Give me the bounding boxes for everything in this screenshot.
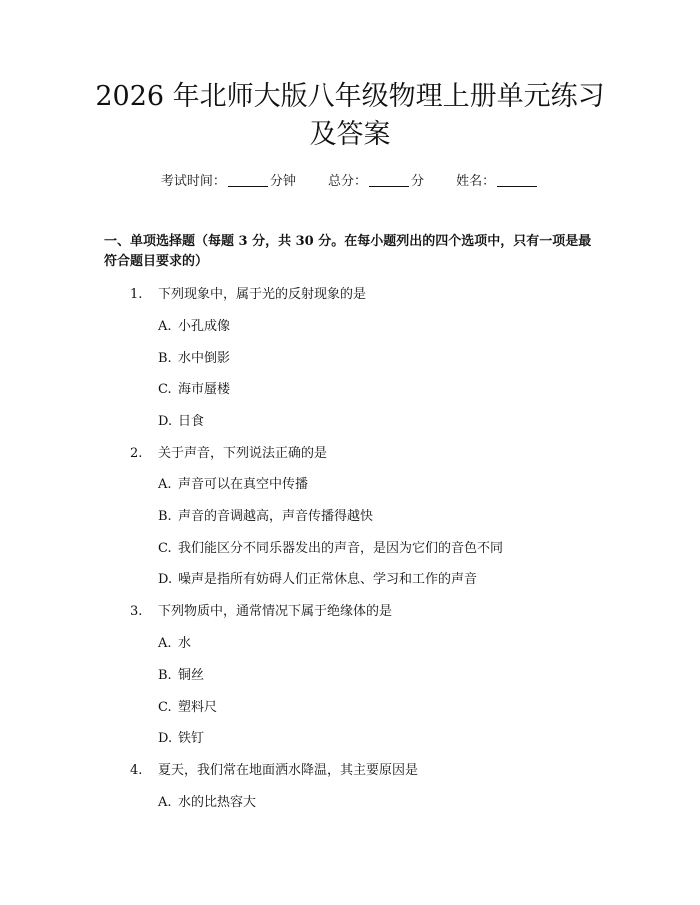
question-number: 3. xyxy=(130,604,143,619)
page-title: 2026 年北师大版八年级物理上册单元练习及答案 xyxy=(95,81,605,150)
exam-time-unit: 分钟 xyxy=(269,174,296,189)
option-letter: A. xyxy=(158,636,172,651)
option-2b xyxy=(158,505,373,524)
option-letter: D. xyxy=(158,414,173,429)
question-text: 下列物质中，通常情况下属于绝缘体的是 xyxy=(158,604,393,619)
option-letter: A. xyxy=(158,477,172,492)
question-number: 1. xyxy=(130,287,143,302)
option-letter: B. xyxy=(158,668,172,683)
option-letter: C. xyxy=(158,700,172,715)
option-3a xyxy=(158,632,191,651)
option-2d xyxy=(158,568,477,587)
option-text: 声音可以在真空中传播 xyxy=(178,477,309,492)
question-number: 4. xyxy=(130,763,143,778)
option-text: 铜丝 xyxy=(178,668,205,683)
option-1c xyxy=(158,378,230,397)
option-letter: D. xyxy=(158,572,173,587)
option-text: 塑料尺 xyxy=(178,700,218,715)
option-3d xyxy=(158,727,204,746)
exam-time-field xyxy=(161,170,296,189)
question-1 xyxy=(130,283,366,302)
question-text: 夏天，我们常在地面洒水降温，其主要原因是 xyxy=(158,763,419,778)
option-text: 日食 xyxy=(178,414,205,429)
option-2a xyxy=(158,473,308,492)
option-text: 铁钉 xyxy=(178,731,205,746)
name-label: 姓名： xyxy=(456,174,496,189)
option-text: 小孔成像 xyxy=(178,319,231,334)
exam-time-label: 考试时间： xyxy=(160,174,226,189)
total-score-label: 总分： xyxy=(327,174,367,189)
option-text: 水 xyxy=(178,636,192,651)
option-text: 噪声是指所有妨碍人们正常休息、学习和工作的声音 xyxy=(178,572,478,587)
option-text: 水中倒影 xyxy=(178,351,231,366)
option-4a xyxy=(158,791,256,810)
exam-time-blank xyxy=(228,174,268,187)
name-blank xyxy=(497,174,537,187)
option-text: 海市蜃楼 xyxy=(178,382,231,397)
option-letter: A. xyxy=(158,795,172,810)
total-score-unit: 分 xyxy=(411,174,425,189)
option-1b xyxy=(158,347,230,366)
option-letter: C. xyxy=(158,541,172,556)
option-text: 水的比热容大 xyxy=(178,795,257,810)
option-letter: B. xyxy=(158,351,172,366)
option-text: 声音的音调越高，声音传播得越快 xyxy=(178,509,374,524)
option-3b xyxy=(158,664,204,683)
question-4 xyxy=(130,759,418,778)
question-number: 2. xyxy=(130,446,143,461)
total-score-blank xyxy=(369,174,409,187)
option-text: 我们能区分不同乐器发出的声音，是因为它们的音色不同 xyxy=(178,541,504,556)
name-field xyxy=(456,170,539,189)
option-1d xyxy=(158,410,204,429)
option-letter: D. xyxy=(158,731,173,746)
option-2c xyxy=(158,537,503,556)
question-3 xyxy=(130,600,392,619)
option-letter: C. xyxy=(158,382,172,397)
option-letter: B. xyxy=(158,509,172,524)
question-text: 下列现象中，属于光的反射现象的是 xyxy=(158,287,367,302)
option-letter: A. xyxy=(158,319,172,334)
section-heading: 一、单项选择题（每题 3 分，共 30 分。在每小题列出的四个选项中，只有一项是最符合题目要求的） xyxy=(104,234,592,269)
question-2 xyxy=(130,442,327,461)
question-text: 关于声音，下列说法正确的是 xyxy=(158,446,328,461)
option-3c xyxy=(158,696,217,715)
total-score-field xyxy=(328,170,424,189)
option-1a xyxy=(158,315,230,334)
exam-info-line xyxy=(0,170,700,189)
